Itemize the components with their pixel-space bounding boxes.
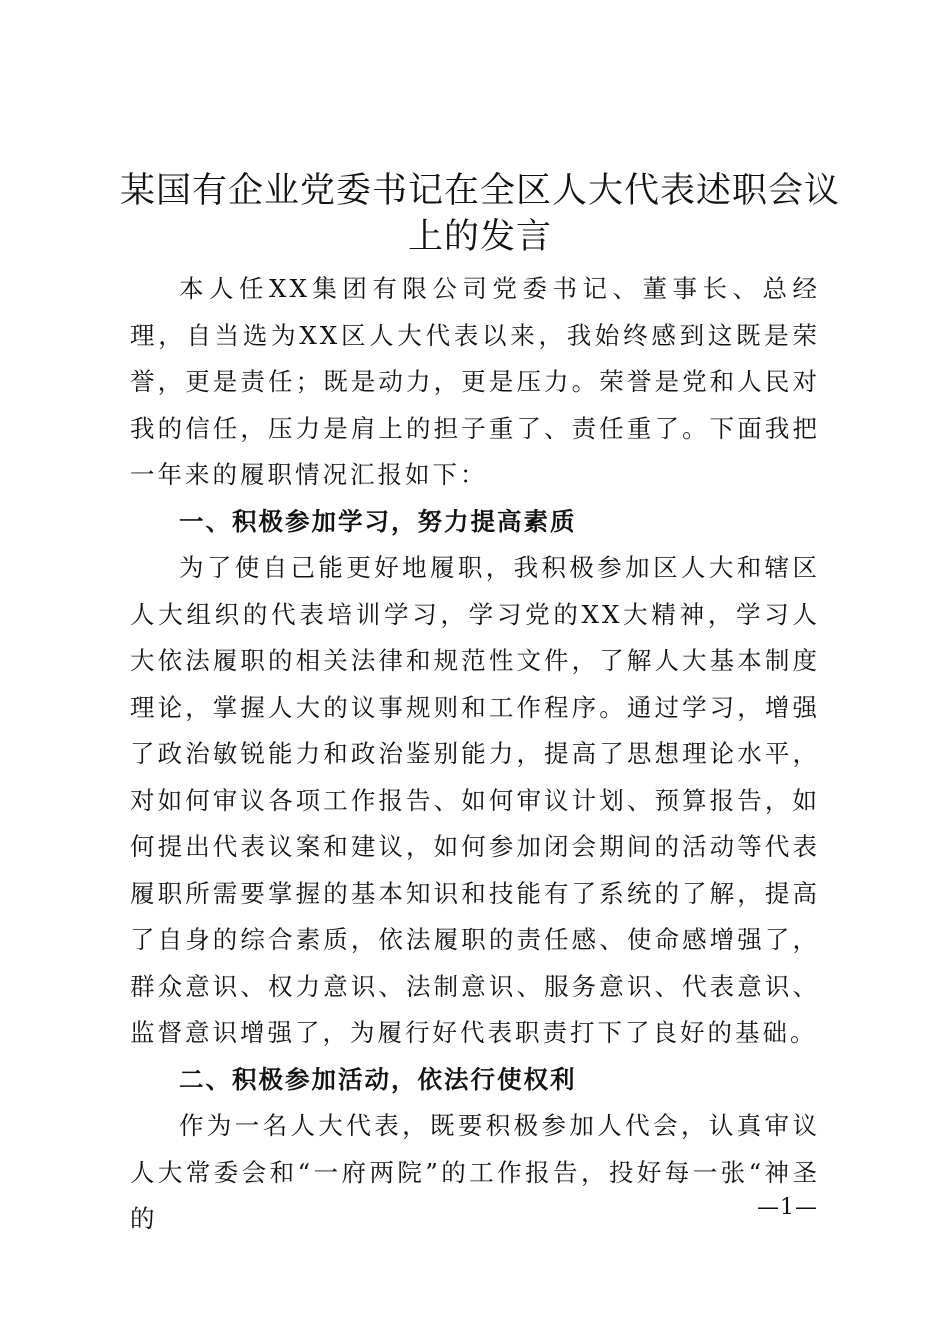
page-number: —1— bbox=[757, 1195, 818, 1220]
paragraph-intro: 本人任XX集团有限公司党委书记、董事长、总经理，自当选为XX区人大代表以来，我始终感到这既是荣誉，更是责任；既是动力，更是压力。荣誉是党和人民对我的信任，压力是肩上的担子重了、责任重了。下面我把一年来的履职情况汇报如下： bbox=[130, 274, 820, 489]
document-title: 某国有企业党委书记在全区人大代表述职会议上的发言 bbox=[120, 171, 841, 257]
paragraph-activities: 作为一名人大代表，既要积极参加人代会，认真审议人大常委会和“一府两院”的工作报告，投好每一张“神圣的 bbox=[130, 1111, 820, 1233]
section-heading-1: 一、积极参加学习，努力提高素质 bbox=[179, 506, 577, 536]
document-body bbox=[130, 266, 820, 1243]
section-heading-2: 二、积极参加活动，依法行使权利 bbox=[179, 1064, 577, 1094]
paragraph-study: 为了使自己能更好地履职，我积极参加区人大和辖区人大组织的代表培训学习，学习党的XX大精神，学习人大依法履职的相关法律和规范性文件，了解人大基本制度理论，掌握人大的议事规则和工作程序。通过学习，增强了政治敏锐能力和政治鉴别能力，提高了思想理论水平，对如何审议各项工作报告、如何审议计划、预算报告，如何提出代表议案和建议，如何参加闭会期间的活动等代表履职所需要掌握的基本知识和技能有了系统的了解，提高了自身的综合素质，依法履职的责任感、使命感增强了，群众意识、权力意识、法制意识、服务意识、代表意识、监督意识增强了，为履行好代表职责打下了良好的基础。 bbox=[130, 553, 820, 1047]
